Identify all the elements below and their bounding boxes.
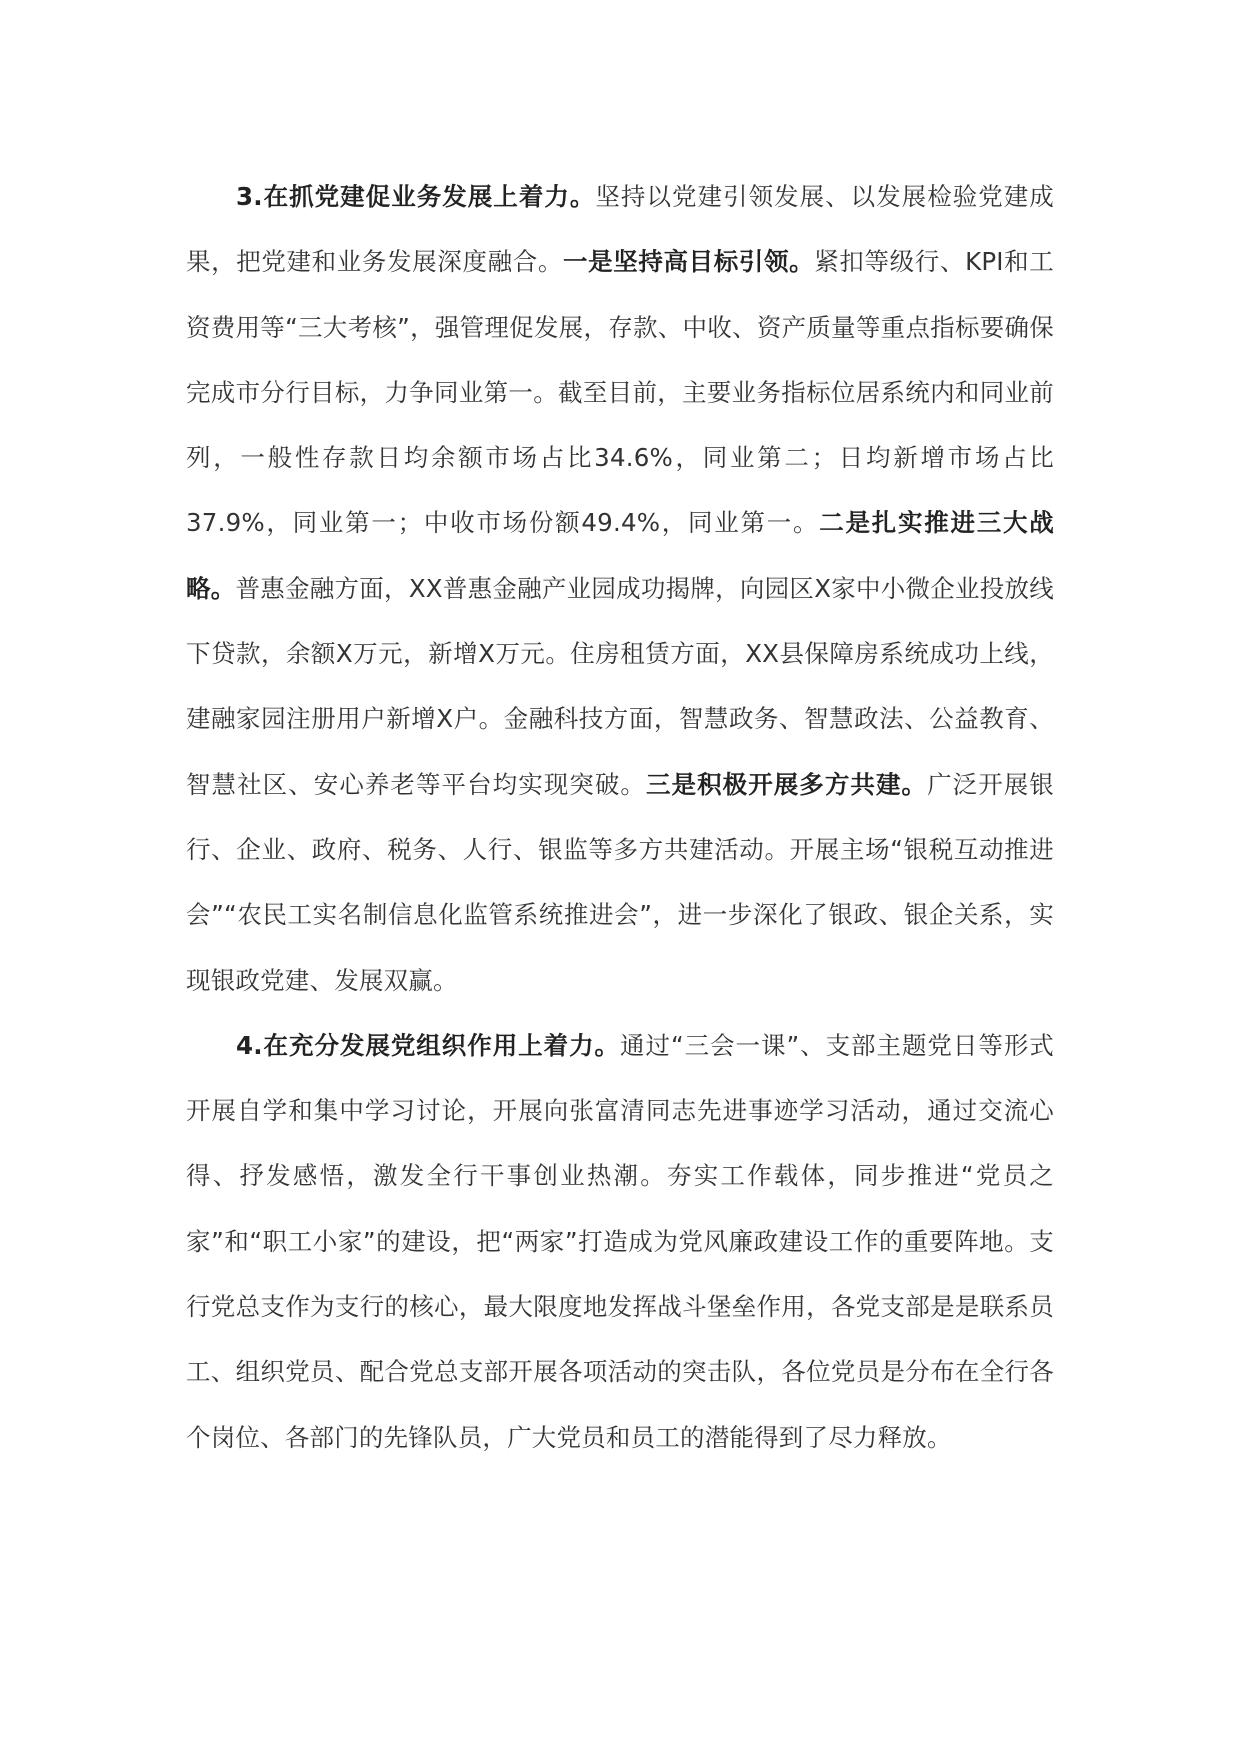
section-heading-4: 4.在充分发展党组织作用上着力。 [236, 1030, 621, 1060]
paragraph-text: 坚持以党建引领发展、以发展检验党建成果，把党建和业务发展深度融合。 [186, 182, 1054, 277]
paragraph-3 [186, 164, 1054, 1013]
paragraph-4 [186, 1013, 1054, 1470]
paragraph-text: 普惠金融方面，XX普惠金融产业园成功揭牌，向园区X家中小微企业投放线下贷款，余额X万元，新增X万元。住房租赁方面，XX县保障房系统成功上线，建融家园注册用户新增X户。金融科技方面，智慧政务、智慧政法、公益教育、智慧社区、安心养老等平台均实现突破。 [186, 573, 1054, 799]
paragraph-text: 广泛开展银行、企业、政府、税务、人行、银监等多方共建活动。开展主场“银税互动推进会”“农民工实名制信息化监管系统推进会”，进一步深化了银政、银企关系，实现银政党建、发展双赢。 [186, 769, 1055, 995]
paragraph-text: 紧扣等级行、KPI和工资费用等“三大考核”，强管理促发展，存款、中收、资产质量等重点指标要确保完成市分行目标，力争同业第一。截至目前，主要业务指标位居系统内和同业前列，一般性存款日均余额市场占比34.6%，同业第二；日均新增市场占比37.9%，同业第一；中收市场份额49.4%，同业第一。 [186, 247, 1054, 538]
document-body [186, 164, 1054, 1470]
section-heading-3: 3.在抓党建促业务发展上着力。 [236, 182, 596, 211]
point-heading-2: 二是扎实推进三大战略。 [186, 508, 1054, 603]
paragraph-text: 通过“三会一课”、支部主题党日等形式开展自学和集中学习讨论，开展向张富清同志先进事迹学习活动，通过交流心得、抒发感悟，激发全行干事创业热潮。夯实工作载体，同步推进“党员之家”和“职工小家”的建设，把“两家”打造成为党风廉政建设工作的重要阵地。支行党总支作为支行的核心，最大限度地发挥战斗堡垒作用，各党支部是是联系员工、组织党员、配合党总支部开展各项活动的突击队，各位党员是分布在全行各个岗位、各部门的先锋队员，广大党员和员工的潜能得到了尽力释放。 [186, 1030, 1054, 1452]
point-heading-1: 一是坚持高目标引领。 [562, 247, 815, 277]
point-heading-3: 三是积极开展多方共建。 [645, 769, 928, 799]
